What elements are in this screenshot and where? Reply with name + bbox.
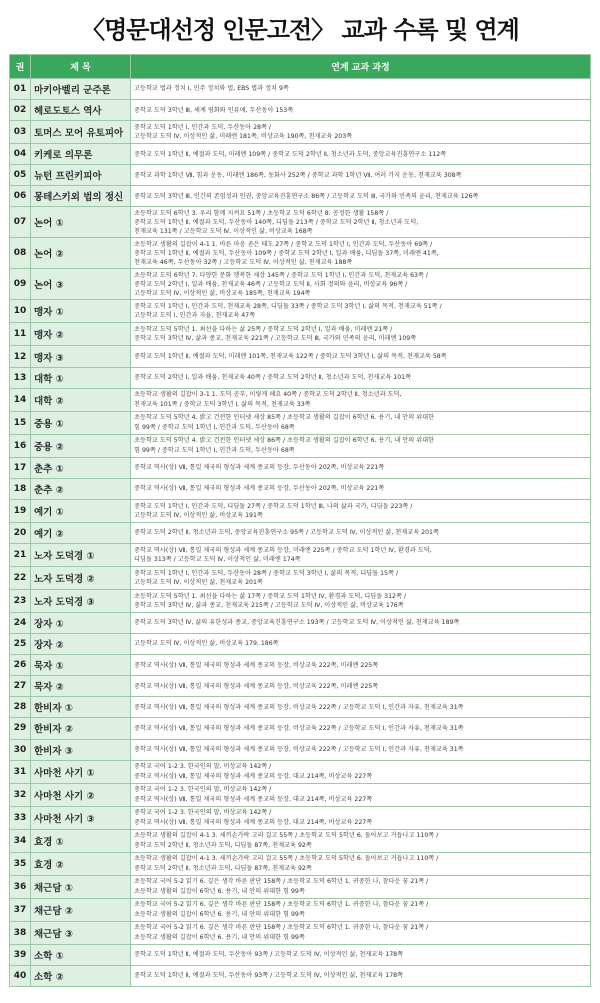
- row-number: 09: [10, 269, 31, 300]
- related-curriculum: [131, 566, 591, 589]
- row-number: 39: [10, 944, 31, 965]
- book-title: 중용 ①: [31, 411, 131, 434]
- table-row: [10, 388, 591, 411]
- row-number: 30: [10, 739, 31, 760]
- related-curriculum: [131, 100, 591, 121]
- book-title: 묵자 ②: [31, 676, 131, 697]
- book-title: 맹자 ①: [31, 300, 131, 323]
- curriculum-line: 초등학교 국어 5-2 읽기 6. 깊은 생각 바른 판단 158쪽 / 초등학교 도덕 6학년 1. 귀중한 나, 참다운 꿈 21쪽 /: [134, 924, 429, 932]
- related-curriculum: [131, 79, 591, 100]
- book-title: 한비자 ③: [31, 739, 131, 760]
- curriculum-line: 중학교 도덕 1학년 Ⅱ, 예절과 도덕, 두산동아 93쪽 / 고등학교 도덕 Ⅳ, 이상적인 삶, 천재교육 178쪽: [134, 951, 404, 959]
- book-title: 맹자 ③: [31, 346, 131, 367]
- book-title: 효경 ①: [31, 829, 131, 852]
- curriculum-line: 초등학교 생활의 길잡이 6학년 6. 용기, 내 안의 위대한 힘 99쪽: [134, 887, 305, 895]
- curriculum-line: 중학교 역사(상) Ⅶ, 통일 제국의 형성과 세계 종교의 등장, 비상교육 222쪽 / 고등학교 도덕 Ⅰ, 인간과 자유, 천재교육 31쪽: [134, 703, 464, 711]
- related-curriculum: [131, 543, 591, 566]
- curriculum-line: 초등학교 생활의 길잡이 4-1 3. 세끼손가락 고리 걸고 55쪽 / 초등학교 도덕 5학년 6. 돌아보고 거듭나고 110쪽 /: [134, 832, 439, 840]
- curriculum-line: 초등학교 도덕 5학년 4. 밝고 건전한 인터넷 세상 86쪽 / 초등학교 생활의 길잡이 6학년 6. 용기, 내 안의 위대한: [134, 437, 435, 445]
- row-number: 18: [10, 478, 31, 499]
- book-title: 예기 ①: [31, 499, 131, 522]
- curriculum-line: 중학교 도덕 2학년 Ⅰ, 일과 배움, 천재교육 40쪽 / 중학교 도덕 2학년 Ⅱ, 청소년과 도덕, 천재교육 101쪽: [134, 374, 412, 381]
- curriculum-line: 고등학교 도덕 Ⅳ, 이상적인 삶, 비상교육 185쪽, 천재교육 194쪽: [134, 290, 311, 298]
- table-row: [10, 300, 591, 323]
- book-title: 마키아벨리 군주론: [31, 79, 131, 100]
- row-number: 22: [10, 566, 31, 589]
- table-row: [10, 323, 591, 346]
- row-number: 20: [10, 522, 31, 543]
- table-row: [10, 367, 591, 388]
- row-number: 27: [10, 676, 31, 697]
- book-title: 소학 ①: [31, 944, 131, 965]
- curriculum-line: 초등학교 도덕 5학년 1. 최선을 다하는 삶 25쪽 / 중학교 도덕 2학년 Ⅰ, 일과 배움, 미래엔 21쪽 /: [134, 326, 393, 334]
- row-number: 11: [10, 323, 31, 346]
- curriculum-line: 중학교 도덕 1학년 Ⅱ, 예절과 도덕, 두산동아 109쪽 / 중학교 도덕 2학년 Ⅰ, 일과 배움, 디딤돌 37쪽, 미래엔 41쪽,: [134, 249, 439, 257]
- book-title: 사마천 사기 ③: [31, 806, 131, 829]
- curriculum-line: 초등학교 생활의 길잡이 3-1 1. 도덕 공부, 이렇게 해요 40쪽 / 중학교 도덕 2학년 Ⅱ, 청소년과 도덕,: [134, 391, 402, 399]
- row-number: 40: [10, 965, 31, 986]
- table-row: [10, 144, 591, 165]
- related-curriculum: [131, 944, 591, 965]
- row-number: 37: [10, 898, 31, 921]
- curriculum-line: 고등학교 도덕 Ⅳ, 이상적인 삶, 비상교육 179, 186쪽: [134, 640, 279, 648]
- table-row: [10, 186, 591, 207]
- book-title: 채근담 ③: [31, 921, 131, 944]
- curriculum-line: 중학교 역사(상) Ⅶ, 통일 제국의 형성과 세계 종교의 등장, 비상교육 222쪽, 미래엔 225쪽: [134, 661, 379, 669]
- related-curriculum: [131, 898, 591, 921]
- book-title: 춘추 ①: [31, 457, 131, 478]
- book-title: 논어 ③: [31, 269, 131, 300]
- row-number: 28: [10, 697, 31, 718]
- related-curriculum: [131, 760, 591, 783]
- curriculum-line: 중학교 역사(상) Ⅶ, 통일 제국의 형성과 세계 종교의 등장, 대교 214쪽, 비상교육 227쪽: [134, 818, 373, 826]
- book-title: 채근담 ①: [31, 875, 131, 898]
- book-title: 논어 ①: [31, 207, 131, 238]
- curriculum-line: 초등학교 도덕 5학년 1. 최선을 다하는 삶 17쪽 / 중학교 도덕 1학년 Ⅳ, 환경과 도덕, 디딤돌 312쪽 /: [134, 592, 406, 600]
- curriculum-line: 중학교 도덕 1학년 Ⅱ, 예절과 도덕, 미래엔 109쪽 / 중학교 도덕 2학년 Ⅱ, 청소년과 도덕, 중앙교육진흥연구소 112쪽: [134, 150, 447, 158]
- table-row: [10, 718, 591, 739]
- book-title: 한비자 ②: [31, 718, 131, 739]
- curriculum-line: 중학교 역사(상) Ⅶ, 통일 제국의 형성과 세계 종교의 등장, 대교 214쪽, 비상교육 227쪽: [134, 772, 373, 780]
- row-number: 10: [10, 300, 31, 323]
- table-row: [10, 944, 591, 965]
- row-number: 36: [10, 875, 31, 898]
- table-row: [10, 921, 591, 944]
- curriculum-line: 힘 99쪽 / 중학교 도덕 1학년 Ⅰ, 인간과 도덕, 두산동아 68쪽: [134, 446, 295, 454]
- curriculum-line: 초등학교 생활의 길잡이 6학년 6. 용기, 내 안의 위대한 힘 99쪽: [134, 910, 305, 918]
- table-row: [10, 760, 591, 783]
- table-row: [10, 269, 591, 300]
- table-body: [10, 79, 591, 987]
- curriculum-line: 중학교 역사(상) Ⅶ, 통일 제국의 형성과 세계 종교의 등장, 미래엔 225쪽 / 중학교 도덕 1학년 Ⅳ, 환경과 도덕,: [134, 546, 432, 554]
- row-number: 05: [10, 165, 31, 186]
- curriculum-line: 중학교 도덕 1학년 Ⅰ, 인간과 도덕, 두산동아 28쪽 /: [134, 123, 271, 131]
- curriculum-line: 중학교 도덕 3학년 Ⅳ, 삶과 종교, 천재교육 221쪽 / 고등학교 도덕 Ⅲ, 국가와 민족의 윤리, 미래엔 109쪽: [134, 335, 417, 343]
- row-number: 13: [10, 367, 31, 388]
- table-row: [10, 829, 591, 852]
- book-title: 사마천 사기 ①: [31, 760, 131, 783]
- curriculum-line: 초등학교 도덕 6학년 3. 우리 함께 지켜요 51쪽 / 초등학교 도덕 6학년 8. 공정한 생활 158쪽 /: [134, 209, 389, 217]
- related-curriculum: [131, 434, 591, 457]
- related-curriculum: [131, 522, 591, 543]
- table-row: [10, 697, 591, 718]
- table-row: [10, 566, 591, 589]
- table-row: [10, 346, 591, 367]
- curriculum-line: 중학교 과학 1학년 Ⅶ, 힘과 운동, 미래엔 186쪽, 동화사 252쪽 / 중학교 과학 1학년 Ⅶ, 여러 가지 운동, 천재교육 308쪽: [134, 171, 462, 179]
- curriculum-line: 힘 99쪽 / 중학교 도덕 1학년 Ⅰ, 인간과 도덕, 두산동아 68쪽: [134, 423, 295, 431]
- related-curriculum: [131, 806, 591, 829]
- book-title: 토머스 모어 유토피아: [31, 121, 131, 144]
- related-curriculum: [131, 238, 591, 269]
- curriculum-line: 천재교육 131쪽 / 고등학교 도덕 Ⅳ, 이상적인 삶, 비상교육 168쪽: [134, 228, 313, 236]
- table-row: [10, 165, 591, 186]
- table-row: [10, 965, 591, 986]
- table-row: [10, 589, 591, 612]
- row-number: 34: [10, 829, 31, 852]
- related-curriculum: [131, 829, 591, 852]
- table-row: [10, 434, 591, 457]
- table-row: [10, 655, 591, 676]
- curriculum-line: 초등학교 국어 5-2 읽기 6. 깊은 생각 바른 판단 158쪽 / 초등학교 도덕 6학년 1. 귀중한 나, 참다운 꿈 21쪽 /: [134, 878, 429, 886]
- curriculum-line: 고등학교 도덕 Ⅰ, 인간과 자율, 천재교육 47쪽: [134, 312, 256, 320]
- curriculum-line: 고등학교 도덕 Ⅳ, 이상적인 삶, 비상교육 191쪽: [134, 511, 263, 519]
- curriculum-line: 중학교 도덕 3학년 Ⅳ, 삶과 종교, 천재교육 215쪽 / 고등학교 도덕 Ⅳ, 이상적인 삶, 비상교육 176쪽: [134, 601, 404, 609]
- related-curriculum: [131, 323, 591, 346]
- curriculum-line: 중학교 도덕 3학년 Ⅳ, 삶의 유한성과 종교, 중앙교육진흥연구소 193쪽 / 고등학교 도덕 Ⅳ, 이상적인 삶, 천재교육 189쪽: [134, 619, 460, 627]
- book-title: 맹자 ②: [31, 323, 131, 346]
- curriculum-line: 중학교 도덕 2학년 Ⅱ, 청소년과 도덕, 디딤돌 87쪽, 천재교육 92쪽: [134, 841, 312, 849]
- curriculum-line: 중학교 도덕 1학년 Ⅱ, 예절과 도덕, 두산동아 93쪽 / 고등학교 도덕 Ⅳ, 이상적인 삶, 천재교육 178쪽: [134, 972, 404, 980]
- table-row: [10, 852, 591, 875]
- related-curriculum: [131, 783, 591, 806]
- table-row: [10, 543, 591, 566]
- table-row: [10, 783, 591, 806]
- book-title: 예기 ②: [31, 522, 131, 543]
- table-row: [10, 207, 591, 238]
- curriculum-line: 고등학교 도덕 Ⅳ, 이상적인 삶, 천재교육 201쪽: [134, 578, 263, 586]
- related-curriculum: [131, 388, 591, 411]
- curriculum-line: 중학교 도덕 1학년 Ⅰ, 인간과 도덕, 디딤돌 27쪽 / 중학교 도덕 1학년 Ⅲ, 나의 삶과 국가, 디딤돌 223쪽 /: [134, 502, 413, 510]
- table-row: [10, 499, 591, 522]
- row-number: 32: [10, 783, 31, 806]
- curriculum-line: 중학교 도덕 1학년 Ⅱ, 예절과 도덕, 미래엔 101쪽, 천재교육 122쪽 / 중학교 도덕 3학년 Ⅰ, 삶의 목적, 천재교육 58쪽: [134, 352, 447, 360]
- row-number: 15: [10, 411, 31, 434]
- book-title: 노자 도덕경 ①: [31, 543, 131, 566]
- related-curriculum: [131, 676, 591, 697]
- curriculum-line: 중학교 국어 1-2 3. 한국인의 말, 비상교육 142쪽 /: [134, 786, 272, 794]
- book-title: 대학 ①: [31, 367, 131, 388]
- curriculum-line: 중학교 도덕 1학년 Ⅱ, 예절과 도덕, 두산동아 140쪽, 디딤돌 213쪽 / 중학교 도덕 2학년 Ⅱ, 청소년과 도덕,: [134, 218, 419, 226]
- table-row: [10, 238, 591, 269]
- header-related: 연계 교과 과정: [131, 55, 591, 79]
- row-number: 24: [10, 612, 31, 633]
- curriculum-line: 디딤돌 313쪽 / 고등학교 도덕 Ⅳ, 이상적인 삶, 미래엔 174쪽: [134, 555, 301, 563]
- row-number: 35: [10, 852, 31, 875]
- row-number: 25: [10, 634, 31, 655]
- related-curriculum: [131, 718, 591, 739]
- related-curriculum: [131, 921, 591, 944]
- header-no: 권: [10, 55, 31, 79]
- table-row: [10, 898, 591, 921]
- row-number: 04: [10, 144, 31, 165]
- related-curriculum: [131, 739, 591, 760]
- book-title: 춘추 ②: [31, 478, 131, 499]
- related-curriculum: [131, 965, 591, 986]
- book-title: 묵자 ①: [31, 655, 131, 676]
- related-curriculum: [131, 478, 591, 499]
- row-number: 31: [10, 760, 31, 783]
- table-row: [10, 676, 591, 697]
- page-title: 〈명문대선정 인문고전〉 교과 수록 및 연계: [81, 15, 519, 44]
- row-number: 38: [10, 921, 31, 944]
- curriculum-line: 중학교 역사(상) Ⅶ, 통일 제국의 형성과 세계 종교의 등장, 비상교육 222쪽 / 고등학교 도덕 Ⅰ, 인간과 자유, 천재교육 31쪽: [134, 724, 464, 732]
- row-number: 23: [10, 589, 31, 612]
- curriculum-line: 중학교 도덕 2학년 Ⅱ, 청소년과 도덕, 디딤돌 87쪽, 천재교육 92쪽: [134, 864, 312, 872]
- curriculum-line: 중학교 도덕 3학년 Ⅲ, 인간의 존엄성과 인권, 중앙교육진흥연구소 86쪽 / 고등학교 도덕 Ⅲ, 국가와 민족의 윤리, 천재교육 126쪽: [134, 192, 479, 200]
- related-curriculum: [131, 589, 591, 612]
- table-row: [10, 875, 591, 898]
- book-title: 사마천 사기 ②: [31, 783, 131, 806]
- table-row: [10, 478, 591, 499]
- curriculum-line: 중학교 역사(상) Ⅶ, 통일 제국의 형성과 세계 종교의 등장, 비상교육 222쪽 / 고등학교 도덕 Ⅰ, 인간과 자유, 천재교육 31쪽: [134, 745, 464, 753]
- row-number: 26: [10, 655, 31, 676]
- related-curriculum: [131, 121, 591, 144]
- table-row: [10, 806, 591, 829]
- related-curriculum: [131, 634, 591, 655]
- table-row: [10, 411, 591, 434]
- book-title: 몽테스키외 법의 정신: [31, 186, 131, 207]
- book-title: 소학 ②: [31, 965, 131, 986]
- row-number: 06: [10, 186, 31, 207]
- curriculum-line: 천재교육 46쪽, 두산동아 32쪽 / 고등학교 도덕 Ⅳ, 이상적인 삶, 천재교육 188쪽: [134, 259, 353, 267]
- row-number: 03: [10, 121, 31, 144]
- table-row: [10, 100, 591, 121]
- row-number: 12: [10, 346, 31, 367]
- book-title: 노자 도덕경 ②: [31, 566, 131, 589]
- header-title: 제 목: [31, 55, 131, 79]
- table-row: [10, 79, 591, 100]
- row-number: 14: [10, 388, 31, 411]
- related-curriculum: [131, 144, 591, 165]
- related-curriculum: [131, 165, 591, 186]
- curriculum-line: 중학교 도덕 3학년 Ⅲ, 세계 평화와 인류애, 두산동아 153쪽: [134, 106, 294, 114]
- book-title: 장자 ①: [31, 612, 131, 633]
- book-title: 키케로 의무론: [31, 144, 131, 165]
- book-title: 효경 ②: [31, 852, 131, 875]
- curriculum-line: 중학교 도덕 2학년 Ⅱ, 청소년과 도덕, 중앙교육진흥연구소 95쪽 / 고등학교 도덕 Ⅳ, 이상적인 삶, 천재교육 201쪽: [134, 529, 439, 537]
- related-curriculum: [131, 697, 591, 718]
- book-title: 한비자 ①: [31, 697, 131, 718]
- row-number: 07: [10, 207, 31, 238]
- row-number: 19: [10, 499, 31, 522]
- book-title: 헤로도토스 역사: [31, 100, 131, 121]
- curriculum-line: 중학교 국어 1-2 3. 한국인의 말, 비상교육 142쪽 /: [134, 763, 272, 771]
- curriculum-line: 중학교 역사(상) Ⅶ, 통일 제국의 형성과 세계 종교의 등장, 두산동아 202쪽, 비상교육 221쪽: [134, 464, 385, 472]
- curriculum-line: 초등학교 도덕 5학년 4. 밝고 건전한 인터넷 세상 85쪽 / 초등학교 생활의 길잡이 6학년 6. 용기, 내 안의 위대한: [134, 414, 435, 422]
- curriculum-line: 중학교 국어 1-2 3. 한국인의 말, 비상교육 142쪽 /: [134, 809, 272, 817]
- related-curriculum: [131, 875, 591, 898]
- curriculum-line: 중학교 역사(상) Ⅶ, 통일 제국의 형성과 세계 종교의 등장, 비상교육 222쪽, 미래엔 225쪽: [134, 682, 379, 690]
- curriculum-table: [9, 54, 591, 987]
- row-number: 29: [10, 718, 31, 739]
- row-number: 17: [10, 457, 31, 478]
- curriculum-line: 초등학교 국어 5-2 읽기 6. 깊은 생각 바른 판단 158쪽 / 초등학교 도덕 6학년 1. 귀중한 나, 참다운 꿈 21쪽 /: [134, 901, 429, 909]
- curriculum-line: 초등학교 도덕 6학년 7. 다양한 문화 행복한 세상 145쪽 / 중학교 도덕 1학년 Ⅰ, 인간과 도덕, 천재교육 63쪽 /: [134, 271, 428, 279]
- table-row: [10, 634, 591, 655]
- row-number: 16: [10, 434, 31, 457]
- curriculum-line: 천재교육 101쪽 / 중학교 도덕 3학년 Ⅰ, 삶의 목적, 천재교육 33쪽: [134, 400, 311, 408]
- related-curriculum: [131, 612, 591, 633]
- table-row: [10, 739, 591, 760]
- book-title: 뉴턴 프린키피아: [31, 165, 131, 186]
- table-header-row: [10, 55, 591, 79]
- related-curriculum: [131, 457, 591, 478]
- book-title: 대학 ②: [31, 388, 131, 411]
- related-curriculum: [131, 186, 591, 207]
- curriculum-line: 중학교 역사(상) Ⅶ, 통일 제국의 형성과 세계 종교의 등장, 두산동아 202쪽, 비상교육 221쪽: [134, 485, 385, 493]
- table-row: [10, 457, 591, 478]
- book-title: 논어 ②: [31, 238, 131, 269]
- curriculum-line: 고등학교 법과 정치 Ⅰ, 민주 정치와 법, EBS 법과 정치 9쪽: [134, 85, 289, 93]
- related-curriculum: [131, 499, 591, 522]
- related-curriculum: [131, 852, 591, 875]
- book-title: 중용 ②: [31, 434, 131, 457]
- curriculum-line: 고등학교 도덕 Ⅳ, 이상적인 삶, 미래엔 181쪽, 비상교육 190쪽, 천재교육 203쪽: [134, 133, 353, 141]
- row-number: 02: [10, 100, 31, 121]
- related-curriculum: [131, 411, 591, 434]
- related-curriculum: [131, 207, 591, 238]
- row-number: 21: [10, 543, 31, 566]
- curriculum-line: 초등학교 생활의 길잡이 4-1 1. 바른 마음 곧은 태도 27쪽 / 중학교 도덕 1학년 Ⅰ, 인간과 도덕, 두산동아 69쪽 /: [134, 240, 433, 248]
- book-title: 장자 ②: [31, 634, 131, 655]
- row-number: 01: [10, 79, 31, 100]
- curriculum-line: 중학교 도덕 1학년 Ⅰ, 인간과 도덕, 천재교육 28쪽, 디딤돌 33쪽 / 중학교 도덕 3학년 Ⅰ, 삶의 목적, 천재교육 51쪽 /: [134, 303, 442, 311]
- row-number: 08: [10, 238, 31, 269]
- curriculum-line: 중학교 도덕 1학년 Ⅰ, 인간과 도덕, 두산동아 28쪽 / 중학교 도덕 3학년 Ⅰ, 삶의 목적, 디딤돌 15쪽 /: [134, 569, 399, 577]
- related-curriculum: [131, 300, 591, 323]
- curriculum-line: 초등학교 생활의 길잡이 6학년 6. 용기, 내 안의 위대한 힘 99쪽: [134, 933, 305, 941]
- curriculum-line: 중학교 도덕 2학년 Ⅰ, 일과 배움, 천재교육 46쪽 / 고등학교 도덕 Ⅱ, 사회 정의와 윤리, 비상교육 96쪽 /: [134, 280, 408, 288]
- related-curriculum: [131, 655, 591, 676]
- book-title: 노자 도덕경 ③: [31, 589, 131, 612]
- related-curriculum: [131, 367, 591, 388]
- table-row: [10, 121, 591, 144]
- row-number: 33: [10, 806, 31, 829]
- curriculum-line: 중학교 역사(상) Ⅶ, 통일 제국의 형성과 세계 종교의 등장, 대교 214쪽, 비상교육 227쪽: [134, 795, 373, 803]
- table-row: [10, 612, 591, 633]
- table-row: [10, 522, 591, 543]
- book-title: 채근담 ②: [31, 898, 131, 921]
- related-curriculum: [131, 269, 591, 300]
- curriculum-line: 초등학교 생활의 길잡이 4-1 3. 세끼손가락 고리 걸고 55쪽 / 초등학교 도덕 5학년 6. 돌아보고 거듭나고 110쪽 /: [134, 855, 439, 863]
- related-curriculum: [131, 346, 591, 367]
